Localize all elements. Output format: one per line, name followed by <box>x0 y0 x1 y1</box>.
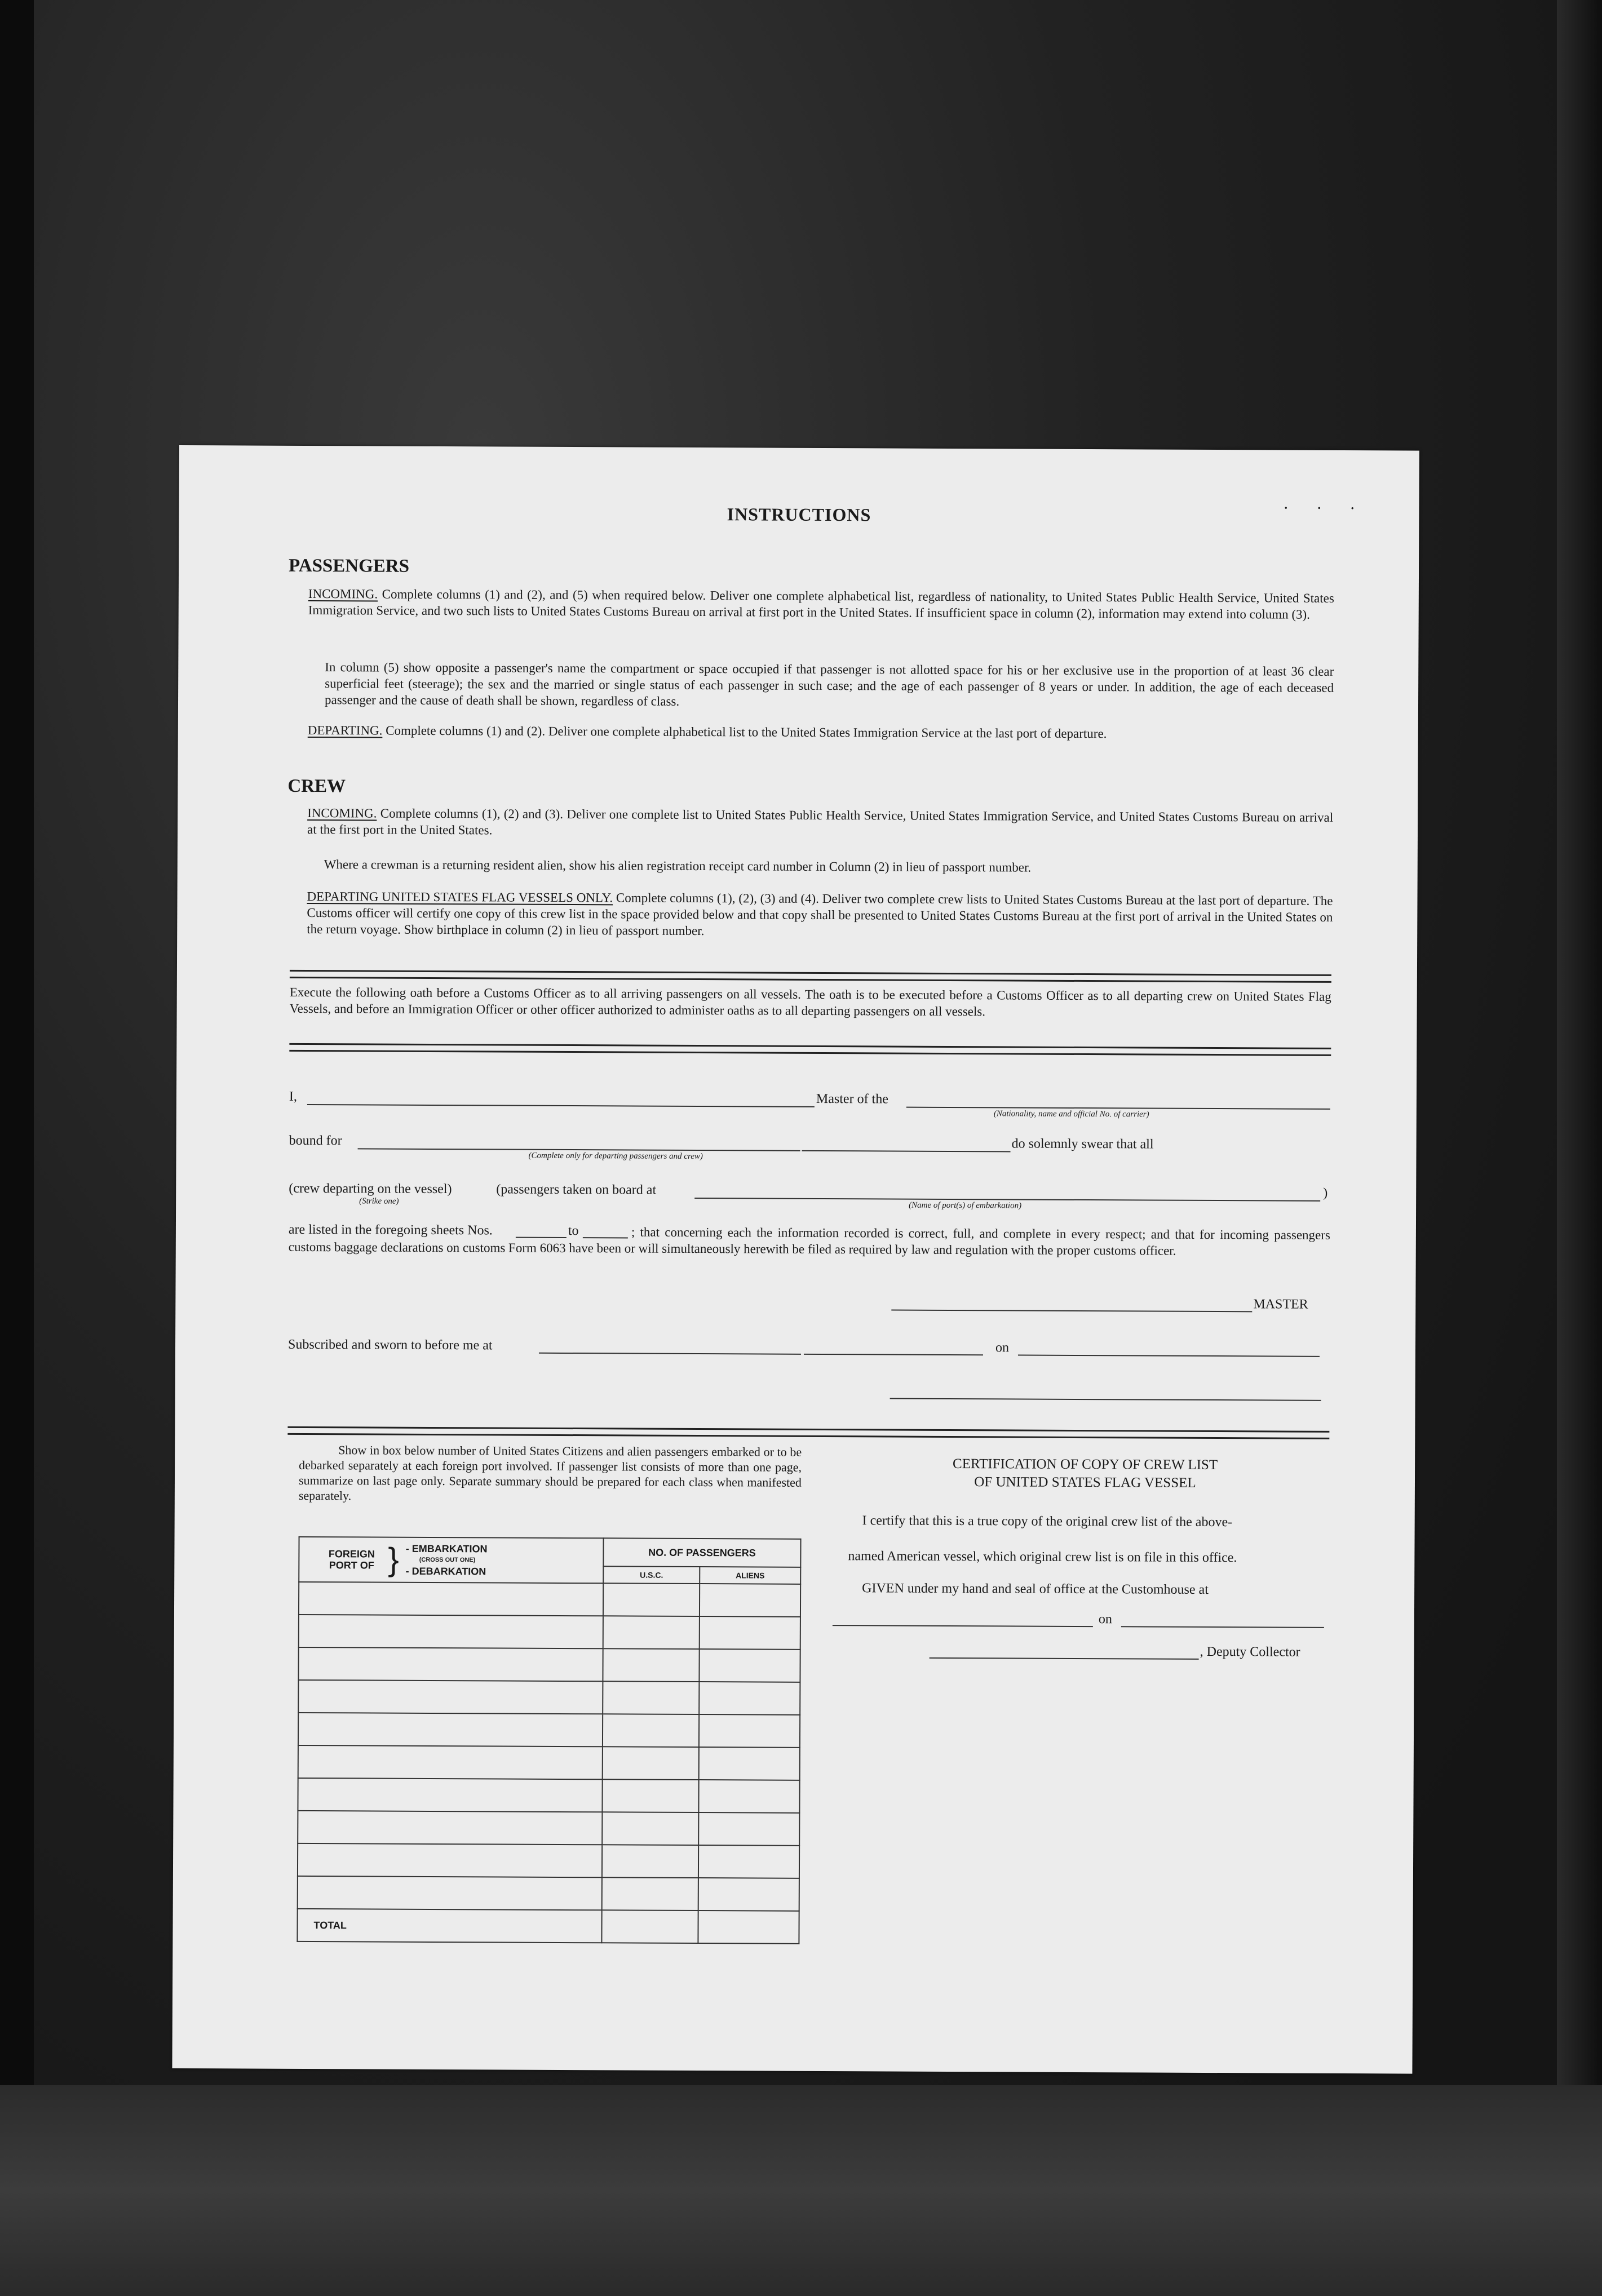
header-no-of-passengers: NO. OF PASSENGERS <box>603 1538 800 1567</box>
passengers-incoming <box>308 586 1334 623</box>
header-foreign-port: FOREIGN PORT OF <box>328 1548 375 1571</box>
table-row <box>298 1745 800 1780</box>
certification-title <box>846 1455 1325 1493</box>
master-label: MASTER <box>1253 1297 1308 1312</box>
header-brace: } <box>388 1541 399 1578</box>
port-cell[interactable] <box>298 1843 602 1877</box>
table-row <box>298 1811 799 1846</box>
table-row <box>299 1582 800 1617</box>
oath-bound-for-label: bound for <box>289 1133 342 1149</box>
certification-text-3: GIVEN under my hand and seal of office at the Customhouse at <box>862 1581 1209 1597</box>
total-usc-cell[interactable] <box>601 1910 698 1943</box>
crew-incoming-label: INCOMING. <box>307 805 377 821</box>
aliens-cell[interactable] <box>699 1747 800 1780</box>
passengers-departing-label: DEPARTING. <box>307 723 383 738</box>
usc-cell[interactable] <box>603 1681 699 1714</box>
crew-incoming-text: Complete columns (1), (2) and (3). Deliver one complete list to United States Public Health Service, United States Immigration Service, and United States Customs Bureau on arrival at the first port in the United States. <box>307 806 1334 837</box>
aliens-cell[interactable] <box>700 1584 800 1617</box>
summary-rows <box>298 1582 801 1911</box>
aliens-cell[interactable] <box>699 1649 800 1682</box>
certification-on-label: on <box>1098 1612 1112 1627</box>
aliens-cell[interactable] <box>700 1616 800 1650</box>
header-embarkation: - EMBARKATION <box>405 1543 488 1555</box>
oath-i-label: I, <box>289 1089 298 1104</box>
summary-header-port <box>299 1537 603 1583</box>
film-band-bottom <box>0 2085 1602 2296</box>
port-cell[interactable] <box>298 1647 603 1681</box>
divider-double <box>287 1426 1329 1439</box>
total-aliens-cell[interactable] <box>698 1911 799 1944</box>
subscribed-on-label: on <box>995 1340 1010 1355</box>
listed-text-2: ; that concerning each the information recorded is correct, full, and complete in every respect; and that for incoming passengers customs baggage declarations on customs Form 6063 have been or will simultaneously herewith be filed as required by law and regulation with the proper customs officer. <box>288 1225 1330 1258</box>
passengers-incoming-label: INCOMING. <box>308 587 378 601</box>
bound-for-line <box>358 1148 800 1151</box>
oath-instruction: Execute the following oath before a Customs Officer as to all arriving passengers on all vessels. The oath is to be executed before a Customs Officer as to all departing crew on United States Flag Vessels, and before an Immigration Officer or other officer authorized to administer oaths as to all departing passengers on all vessels. <box>289 985 1331 1019</box>
table-row <box>298 1647 800 1682</box>
crew-departing-label: DEPARTING UNITED STATES FLAG VESSELS ONLY. <box>307 889 613 905</box>
embarkation-caption: (Name of port(s) of embarkation) <box>909 1200 1022 1211</box>
aliens-cell[interactable] <box>698 1780 799 1813</box>
carrier-line <box>906 1107 1330 1110</box>
certification-text-1: I certify that this is a true copy of the original crew list of the above- <box>862 1513 1233 1530</box>
oath-swear-label: do solemnly swear that all <box>1011 1136 1154 1152</box>
usc-cell[interactable] <box>602 1877 698 1911</box>
header-cross-out: (CROSS OUT ONE) <box>419 1556 476 1564</box>
listed-text-1: are listed in the foregoing sheets Nos. <box>288 1222 493 1238</box>
header-embarkation-block <box>406 1543 488 1577</box>
table-row <box>298 1778 799 1813</box>
crew-heading: CREW <box>287 775 346 797</box>
subscribed-place-line <box>539 1353 801 1355</box>
port-cell[interactable] <box>298 1778 602 1812</box>
table-row <box>298 1713 800 1748</box>
crew-departing-option: (crew departing on the vessel) <box>289 1181 452 1197</box>
passengers-departing-text: Complete columns (1) and (2). Deliver one complete alphabetical list to the United States Immigration Service at the last port of departure. <box>386 723 1107 741</box>
divider-double <box>289 1043 1331 1056</box>
usc-cell[interactable] <box>603 1616 700 1649</box>
bound-for-line-2 <box>802 1150 1011 1153</box>
usc-cell[interactable] <box>602 1812 698 1845</box>
master-name-line <box>307 1104 815 1107</box>
crew-departing <box>307 888 1333 942</box>
crew-resident: Where a crewman is a returning resident alien, show his alien registration receipt card number in Column (2) in lieu of passport number. <box>324 857 1032 875</box>
certification-title-line2: OF UNITED STATES FLAG VESSEL <box>974 1474 1196 1491</box>
page-title: INSTRUCTIONS <box>727 504 871 525</box>
customhouse-line <box>833 1625 1093 1627</box>
certification-text-2: named American vessel, which original crew list is on file in this office. <box>848 1549 1237 1566</box>
oath-master-of-label: Master of the <box>816 1091 888 1107</box>
port-cell[interactable] <box>298 1745 603 1779</box>
aliens-cell[interactable] <box>698 1878 799 1911</box>
listed-to: to <box>568 1224 579 1239</box>
crew-incoming <box>307 805 1333 842</box>
corner-marks: . . . <box>1284 494 1368 513</box>
subscribed-label: Subscribed and sworn to before me at <box>287 1337 493 1353</box>
deputy-signature-line <box>930 1657 1199 1660</box>
master-signature-line <box>891 1310 1252 1313</box>
table-row <box>298 1876 799 1911</box>
port-cell[interactable] <box>299 1615 603 1648</box>
usc-cell[interactable] <box>603 1583 700 1616</box>
usc-cell[interactable] <box>603 1714 699 1747</box>
passenger-summary-table <box>296 1536 801 1944</box>
crew-departing-text: Complete columns (1), (2), (3) and (4). Deliver two complete crew lists to United States Customs Bureau at the last port of departure. The Customs officer will certify one copy of this crew list in the space provided below and that copy shall be presented to United States Customs Bureau at the first port of arrival in the United States on the return voyage. Show birthplace in column (2) in lieu of passport number. <box>307 890 1333 938</box>
total-label: TOTAL <box>297 1909 601 1943</box>
port-cell[interactable] <box>299 1582 603 1616</box>
usc-cell[interactable] <box>603 1648 699 1682</box>
carrier-caption: (Nationality, name and official No. of carrier) <box>993 1109 1149 1119</box>
bound-caption: (Complete only for departing passengers and crew) <box>528 1151 703 1162</box>
table-row <box>298 1843 799 1878</box>
port-cell[interactable] <box>298 1876 602 1910</box>
certification-date-line <box>1121 1626 1324 1628</box>
aliens-cell[interactable] <box>699 1682 800 1715</box>
usc-cell[interactable] <box>602 1779 698 1812</box>
passengers-column5: In column (5) show opposite a passenger's name the compartment or space occupied if that passenger is not allotted space for his or her exclusive use in the proportion of at least 36 clear superficial feet (steerage); the sex and the married or single status of each passenger in such case; and the age of each passenger of 8 years or under. In addition, the age of each deceased passenger and the cause of death shall be shown, regardless of class. <box>324 660 1334 708</box>
header-aliens: ALIENS <box>700 1567 800 1584</box>
table-row <box>298 1680 800 1715</box>
usc-cell[interactable] <box>603 1747 699 1780</box>
port-cell[interactable] <box>298 1811 602 1845</box>
aliens-cell[interactable] <box>698 1845 799 1878</box>
film-edge-right <box>1557 0 1602 2296</box>
port-cell[interactable] <box>298 1680 603 1714</box>
header-usc: U.S.C. <box>603 1566 700 1584</box>
usc-cell[interactable] <box>602 1845 698 1878</box>
deputy-collector-label: , Deputy Collector <box>1200 1644 1300 1660</box>
aliens-cell[interactable] <box>699 1714 800 1748</box>
film-edge-left <box>0 0 34 2296</box>
passengers-taken-option: (passengers taken on board at <box>496 1182 657 1198</box>
passengers-heading: PASSENGERS <box>288 555 410 577</box>
close-paren: ) <box>1323 1185 1328 1200</box>
summary-instructions: Show in box below number of United States Citizens and alien passengers embarked or to be debarked separately at each foreign port involved. If passenger list consists of more than one page, summarize on last page only. Separate summary should be prepared for each class when manifested separately. <box>298 1443 802 1503</box>
passengers-incoming-text: Complete columns (1) and (2), and (5) when required below. Deliver one complete alphabetical list, regardless of nationality, to United States Public Health Service, United States Immigration Service, and two such lists to United States Customs Bureau on arrival at first port in the United States. If insufficient space in column (2), information may extend into column (3). <box>308 587 1334 622</box>
subscribed-date-line <box>1018 1355 1320 1357</box>
document-page <box>172 445 1419 2074</box>
table-row <box>299 1615 800 1650</box>
header-debarkation: - DEBARKATION <box>405 1565 486 1577</box>
passengers-departing <box>308 722 1334 743</box>
aliens-cell[interactable] <box>698 1812 799 1846</box>
strike-caption: (Strike one) <box>359 1196 399 1206</box>
divider-double <box>290 970 1331 983</box>
subscribed-place-line-2 <box>804 1354 983 1355</box>
port-cell[interactable] <box>298 1713 603 1747</box>
certification-title-line1: CERTIFICATION OF COPY OF CREW LIST <box>953 1456 1218 1473</box>
officer-signature-line <box>890 1398 1321 1401</box>
